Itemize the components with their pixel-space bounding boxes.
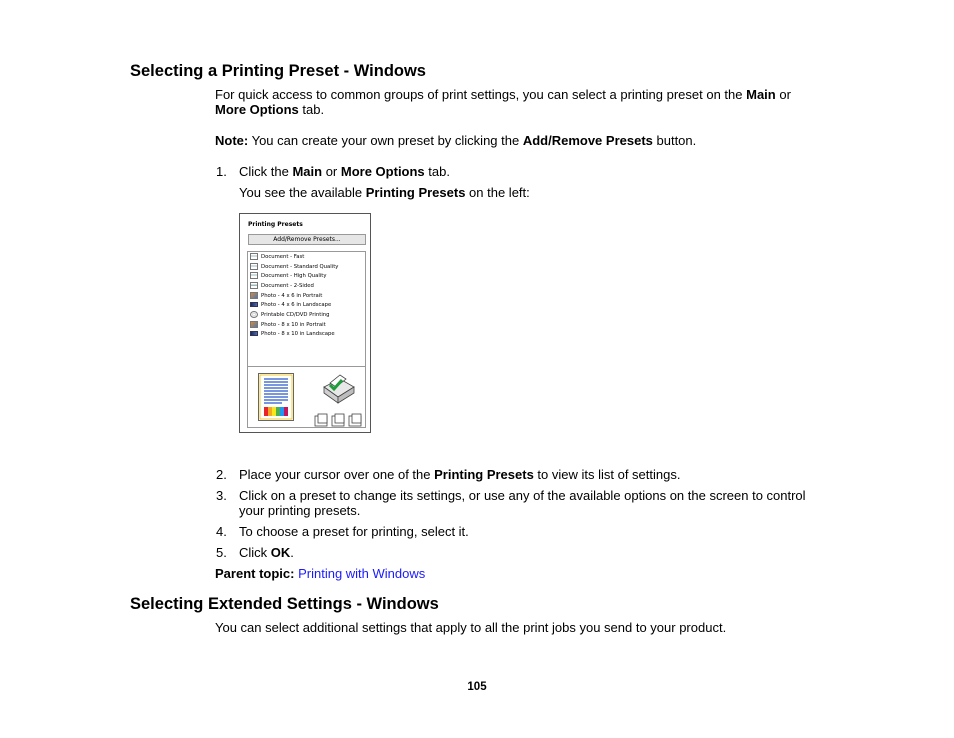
step-text: To choose a preset for printing, select it. (239, 524, 469, 539)
extended-settings-intro: You can select additional settings that apply to all the print jobs you send to your product. (215, 620, 727, 635)
photo-icon (250, 292, 258, 299)
add-remove-presets-button[interactable]: Add/Remove Presets... (248, 234, 366, 245)
settings-preview-area (247, 367, 366, 428)
preset-item-photo-4x6-portrait[interactable]: Photo - 4 x 6 in Portrait (250, 292, 322, 301)
panel-title: Printing Presets (248, 221, 303, 228)
preset-item-document-2sided[interactable]: Document - 2-Sided (250, 282, 314, 291)
parent-topic (215, 566, 425, 581)
page-number: 105 (467, 681, 487, 693)
printing-presets-panel-screenshot (239, 213, 371, 433)
preset-item-photo-8x10-landscape[interactable]: Photo - 8 x 10 in Landscape (250, 330, 335, 339)
step-number: 2. (216, 467, 227, 482)
intro-paragraph (215, 87, 791, 117)
parent-topic-label: Parent topic: (215, 566, 295, 581)
note-paragraph (215, 133, 696, 148)
landscape-photo-icon (250, 331, 258, 336)
photo-icon (250, 321, 258, 328)
preset-item-cd-dvd[interactable]: Printable CD/DVD Printing (250, 311, 330, 320)
preset-item-photo-8x10-portrait[interactable]: Photo - 8 x 10 in Portrait (250, 321, 326, 330)
intro-text-tab: tab. (298, 102, 325, 117)
preset-item-photo-4x6-landscape[interactable]: Photo - 4 x 6 in Landscape (250, 301, 331, 310)
step-text: Click the Main or More Options tab. (239, 164, 450, 179)
document-icon (250, 282, 258, 289)
note-text: You can create your own preset by clicking the (248, 133, 523, 148)
preset-item-document-high[interactable]: Document - High Quality (250, 272, 327, 281)
parent-topic-link[interactable]: Printing with Windows (298, 566, 426, 581)
intro-text-or: or (775, 87, 791, 102)
section-heading-printing-preset: Selecting a Printing Preset - Windows (130, 62, 426, 80)
landscape-photo-icon (250, 302, 258, 307)
step-text: Click OK. (239, 545, 294, 560)
printing-presets-term: Printing Presets (365, 185, 466, 200)
step-text: Click on a preset to change its settings, or use any of the available options on the screen to control your printing presets. (239, 488, 806, 518)
document-preview-icon (258, 373, 294, 421)
presets-list[interactable] (247, 251, 366, 367)
preset-item-document-fast[interactable]: Document - Fast (250, 253, 304, 262)
document-icon (250, 272, 258, 279)
intro-more-options-term: More Options (215, 102, 299, 117)
note-label: Note: (215, 133, 249, 148)
section-heading-extended-settings: Selecting Extended Settings - Windows (130, 595, 439, 613)
note-add-remove-term: Add/Remove Presets (522, 133, 653, 148)
paper-source-icons (314, 413, 364, 427)
printer-icon (320, 371, 356, 407)
document-icon (250, 263, 258, 270)
step-number: 5. (216, 545, 227, 560)
note-text-end: button. (652, 133, 697, 148)
document-icon (250, 253, 258, 260)
step-number: 4. (216, 524, 227, 539)
step-number: 1. (216, 164, 227, 179)
preset-item-document-standard[interactable]: Document - Standard Quality (250, 263, 338, 272)
step-text: Place your cursor over one of the Printing Presets to view its list of settings. (239, 467, 681, 482)
disc-icon (250, 311, 258, 318)
step-number: 3. (216, 488, 227, 503)
intro-main-term: Main (746, 87, 776, 102)
step-1-result: You see the available Printing Presets on the left: (239, 185, 530, 200)
intro-text: For quick access to common groups of print settings, you can select a printing preset on the (215, 87, 747, 102)
